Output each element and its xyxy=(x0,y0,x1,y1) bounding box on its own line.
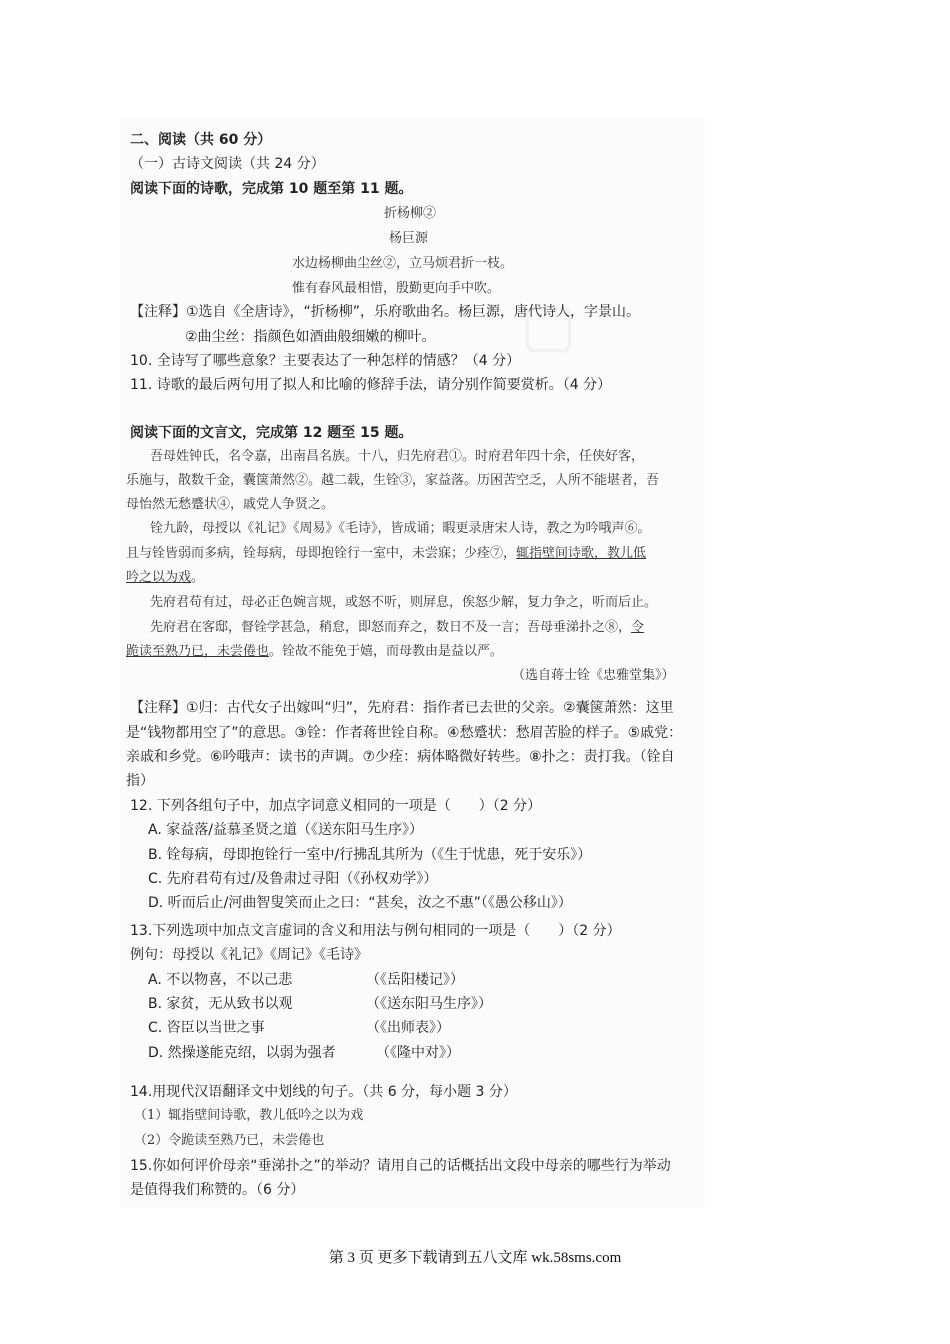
underlined-sentence-2b: 跪读至熟乃已，未尝倦也 xyxy=(126,644,270,659)
question-15-line2: 是值得我们称赞的。（6 分） xyxy=(130,1182,305,1198)
question-11: 11. 诗歌的最后两句用了拟人和比喻的修辞手法，请分别作简要赏析。（4 分） xyxy=(130,377,612,393)
poem-line-1: 水边杨柳曲尘丝②，立马烦君折一枝。 xyxy=(292,256,514,271)
poem-note-1: 【注释】①选自《全唐诗》，“折杨柳”，乐府歌曲名。杨巨源，唐代诗人，字景山。 xyxy=(130,304,641,320)
underlined-sentence-1a: 辄指壁间诗歌，教儿低 xyxy=(516,546,647,561)
question-13-example: 例句：母授以《礼记》《周记》《毛诗》 xyxy=(130,947,368,963)
question-12-option-d: D. 听而后止/河曲智叟笑而止之曰：“甚矣，汝之不惠”（《愚公移山》） xyxy=(148,895,572,911)
page-footer: 第 3 页 更多下载请到五八文库 wk.58sms.com xyxy=(328,1250,622,1266)
question-13-option-c-source: （《出师表》） xyxy=(366,1020,450,1036)
prose-p4-line1-text: 先府君在客邸，督铨学甚急，稍怠，即怒而弃之，数日不及一言；吾母垂涕扑之⑧， xyxy=(150,620,632,635)
question-14-sentence-1: （1）辄指壁间诗歌，教儿低吟之以为戏 xyxy=(134,1108,364,1123)
prose-p2-line1: 铨九龄，母授以《礼记》《周易》《毛诗》，皆成诵；暇更录唐宋人诗，教之为吟哦声⑥。 xyxy=(150,521,651,536)
question-13-option-a: A. 不以物喜，不以己悲 xyxy=(148,972,293,988)
prose-p1-line1: 吾母姓钟氏，名令嘉，出南昌名族。十八，归先府君①。时府君年四十余，任侠好客， xyxy=(150,449,645,464)
prose-p2-line2-text: 且与铨皆弱而多病，铨每病，母即抱铨行一室中，未尝寐；少痊⑦， xyxy=(126,546,517,561)
question-14-stem: 14.用现代汉语翻译文中划线的句子。（共 6 分，每小题 3 分） xyxy=(130,1084,517,1100)
question-13-stem: 13.下列选项中加点文言虚词的含义和用法与例句相同的一项是（ ）（2 分） xyxy=(130,923,621,939)
poem-instruction: 阅读下面的诗歌，完成第 10 题至第 11 题。 xyxy=(130,181,413,197)
question-13-option-b-source: （《送东阳马生序》） xyxy=(366,996,492,1012)
poem-title: 折杨柳② xyxy=(384,206,437,221)
prose-p1-line3: 母怡然无愁蹙状④，戚党人争贤之。 xyxy=(126,497,335,512)
question-12-stem: 12. 下列各组句子中，加点字词意义相同的一项是（ ）（2 分） xyxy=(130,798,542,814)
question-12-option-b: B. 铨每病，母即抱铨行一室中/行拂乱其所为（《生于忧患，死于安乐》） xyxy=(148,847,592,863)
question-13-option-a-source: （《岳阳楼记》） xyxy=(366,972,464,988)
prose-p2-line2 xyxy=(126,545,646,563)
question-12-option-a: A. 家益落/益慕圣贤之道（《送东阳马生序》） xyxy=(148,822,423,838)
prose-p1-line2: 乐施与，散数千金，囊箧萧然②。越二载，生铨③，家益落。历困苦空乏，人所不能堪者，吾 xyxy=(126,473,660,488)
watermark: ▢ xyxy=(520,290,577,360)
question-15-line1: 15.你如何评价母亲“垂涕扑之”的举动？请用自己的话概括出文段中母亲的哪些行为举动 xyxy=(130,1158,671,1174)
prose-p2-line3 xyxy=(126,569,204,587)
question-13-option-d-source: （《隆中对》） xyxy=(376,1045,460,1061)
prose-note-line1: 【注释】①归：古代女子出嫁叫“归”，先府君：指作者已去世的父亲。②囊箧萧然：这里 xyxy=(130,700,674,716)
poem-note-2: ②曲尘丝：指颜色如酒曲般细嫩的柳叶。 xyxy=(185,329,436,345)
underlined-sentence-2a: 令 xyxy=(631,620,645,635)
subsection-heading: （一）古诗文阅读（共 24 分） xyxy=(130,156,325,172)
prose-p4-line1 xyxy=(150,619,644,637)
prose-p4-line2 xyxy=(126,643,503,661)
prose-note-line4: 指） xyxy=(126,773,154,789)
question-13-option-b: B. 家贫，无从致书以观 xyxy=(148,996,293,1012)
prose-instruction: 阅读下面的文言文，完成第 12 题至 15 题。 xyxy=(130,425,413,441)
prose-source: （选自蒋士铨《忠雅堂集》） xyxy=(512,668,675,683)
question-12-option-c: C. 先府君苟有过/及鲁肃过寻阳（《孙权劝学》） xyxy=(148,871,438,887)
section-heading: 二、阅读（共 60 分） xyxy=(130,132,272,148)
prose-note-line2: 是“钱物都用空了”的意思。③铨：作者蒋世铨自称。④愁蹙状：愁眉苦脸的样子。⑤戚党： xyxy=(126,725,683,741)
poem-author: 杨巨源 xyxy=(389,231,429,246)
prose-p4-line2-end: 。铨故不能免于嬉，而母教由是益以严。 xyxy=(269,644,504,659)
question-13-option-c: C. 咨臣以当世之事 xyxy=(148,1020,265,1036)
prose-p2-line3-end: 。 xyxy=(191,570,205,585)
prose-p3: 先府君苟有过，母必正色婉言规，或怒不听，则屏息，俟怒少解，复力争之，听而后止。 xyxy=(150,595,658,610)
question-13-option-d: D. 然操遂能克绍，以弱为强者 xyxy=(148,1045,336,1061)
question-10: 10. 全诗写了哪些意象？主要表达了一种怎样的情感？（4 分） xyxy=(130,353,521,369)
underlined-sentence-1b: 吟之以为戏 xyxy=(126,570,192,585)
question-14-sentence-2: （2）令跪读至熟乃已，未尝倦也 xyxy=(134,1133,325,1148)
poem-line-2: 惟有春风最相惜，殷勤更向手中吹。 xyxy=(292,281,501,296)
prose-note-line3: 亲戚和乡党。⑥吟哦声：读书的声调。⑦少痊：病体略微好转些。⑧扑之：责打我。（铨自 xyxy=(126,749,675,765)
